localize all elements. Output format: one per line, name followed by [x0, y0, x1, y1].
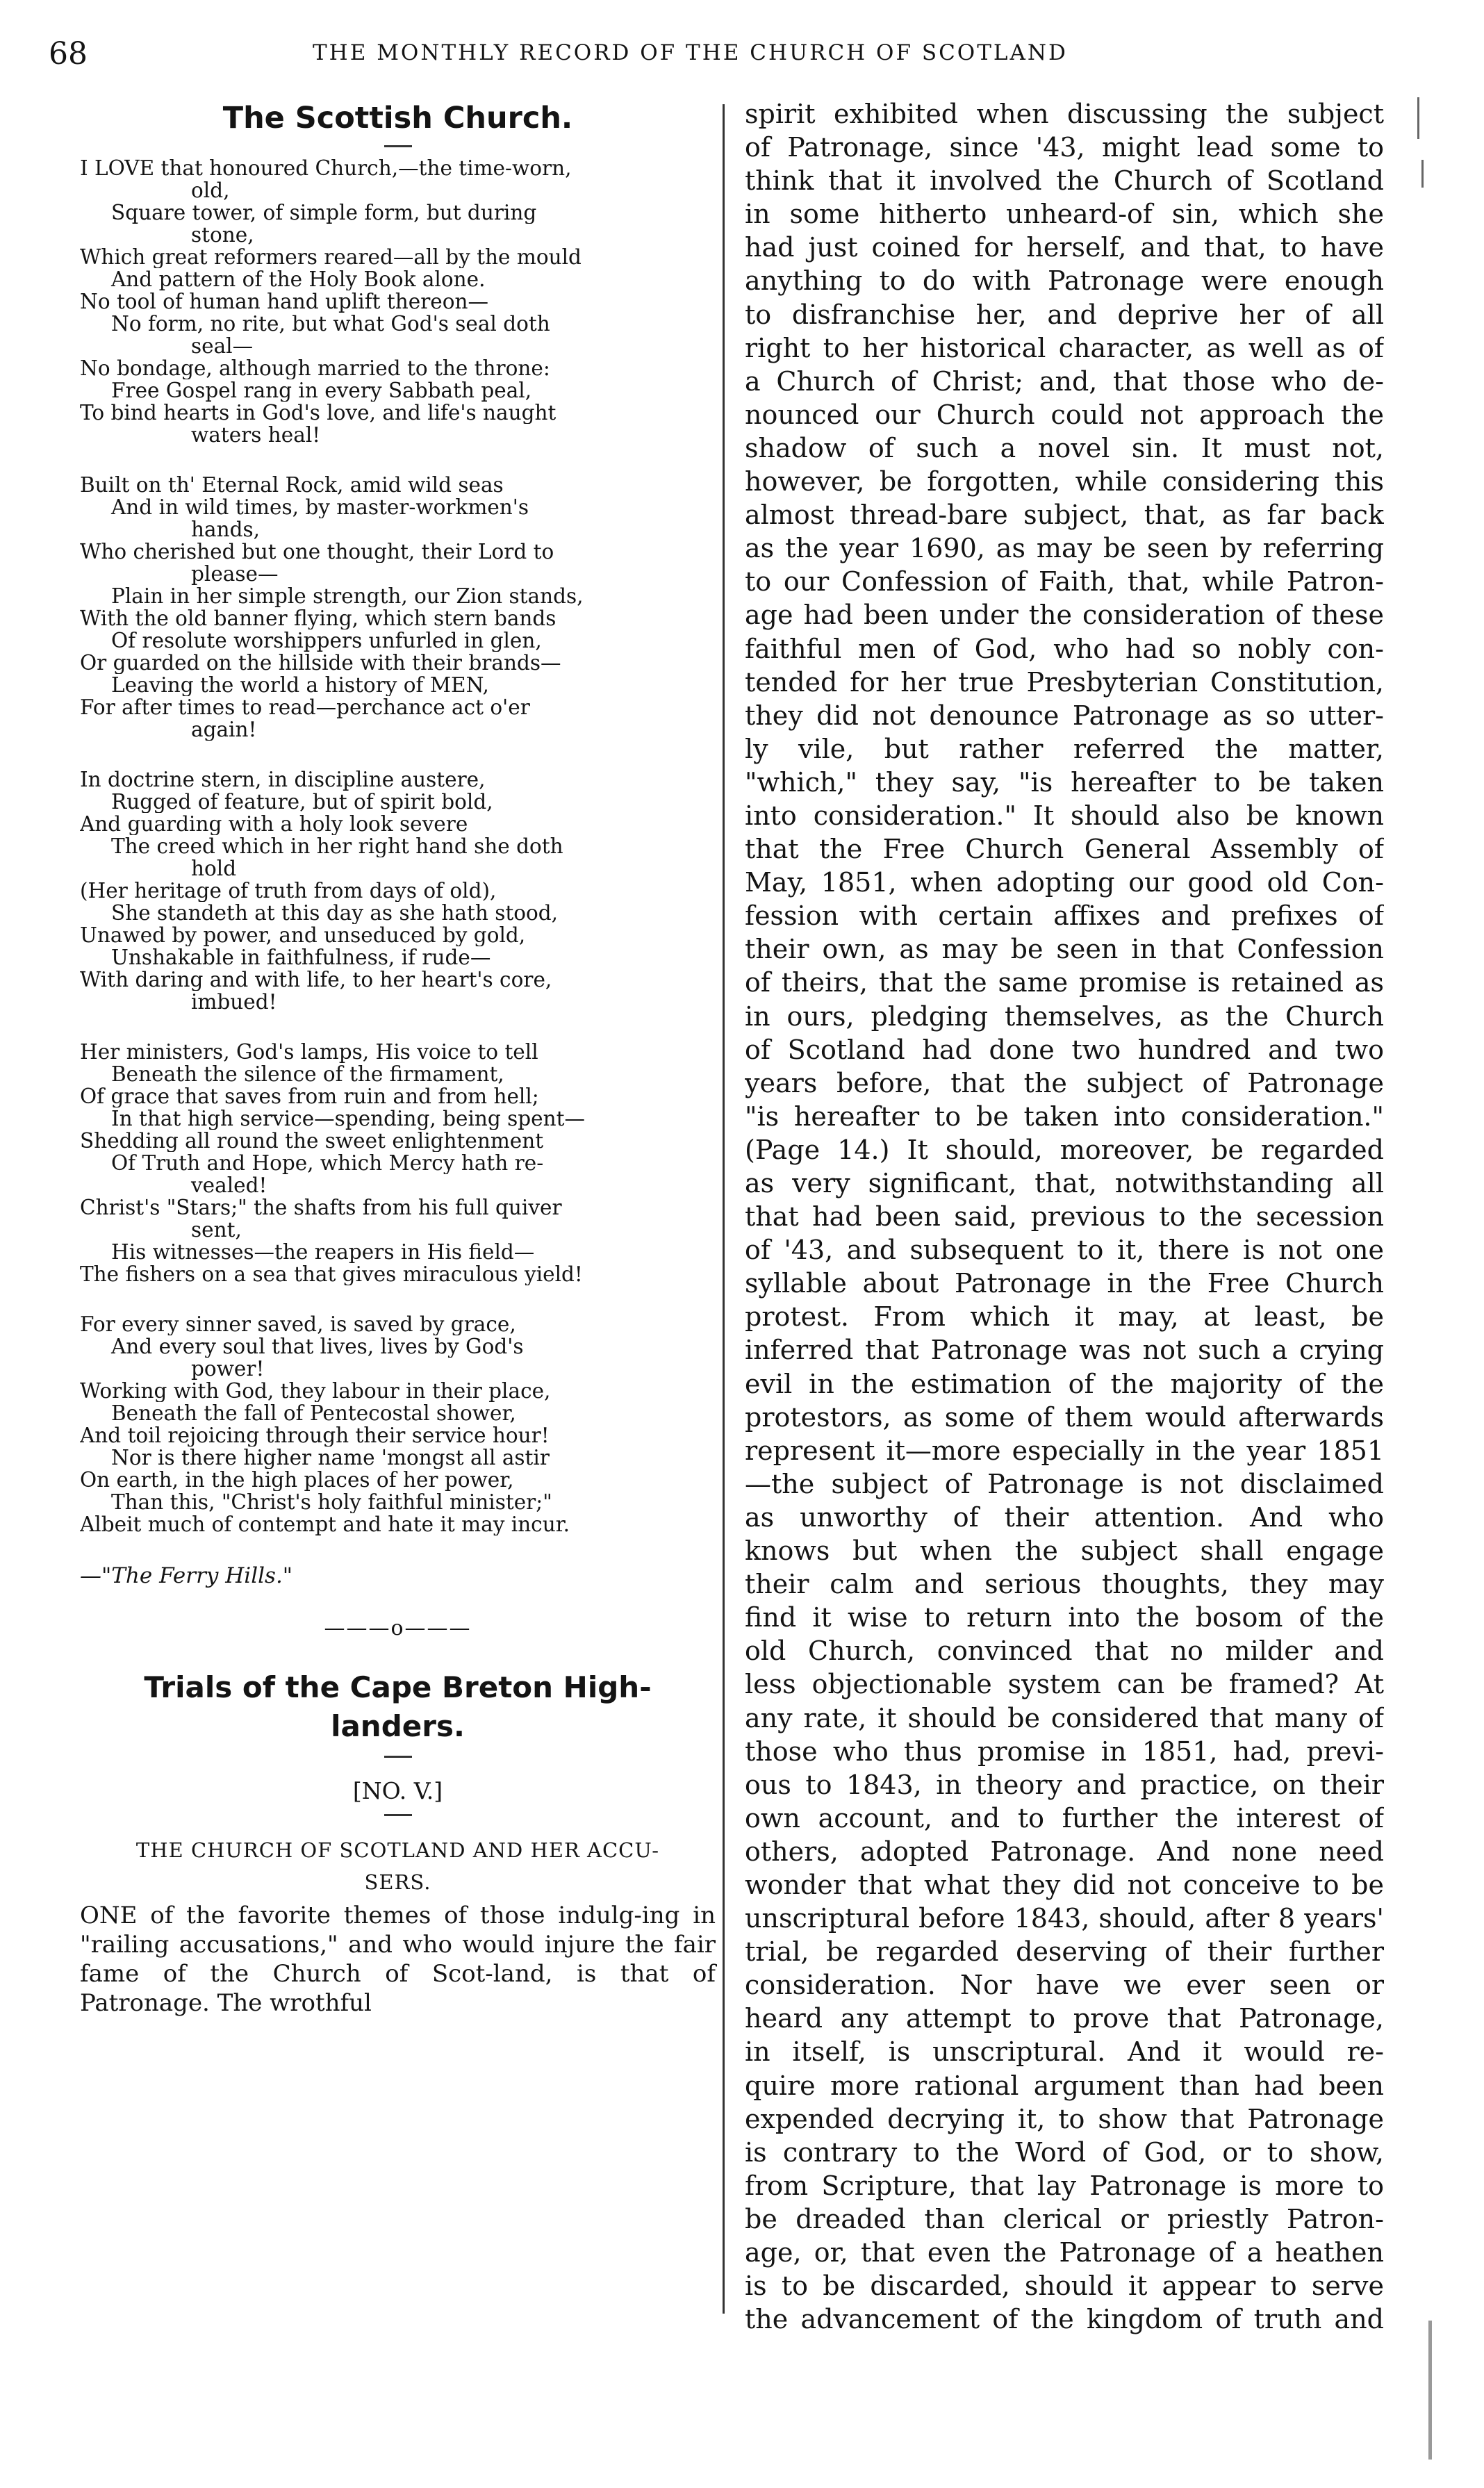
poem-line: And every soul that lives, lives by God's — [111, 1335, 524, 1358]
text-line: they did not denounce Patronage as so utter- — [745, 700, 1384, 731]
text-line: anything to do with Patronage were enough — [745, 265, 1384, 297]
poem-line: Who cherished but one thought, their Lord to — [80, 541, 554, 563]
article-subhead-line-2: SERS. — [364, 1870, 431, 1894]
poem-line: Of grace that saves from ruin and from hell; — [80, 1085, 539, 1107]
poem-line: Than this, "Christ's holy faithful minister;" — [111, 1491, 552, 1513]
text-line: into consideration." It should also be known — [745, 800, 1384, 831]
article-number-rule — [384, 1814, 412, 1816]
text-line: others, adopted Patronage. And none need — [745, 1836, 1384, 1867]
poem-line: No bondage, although married to the throne: — [80, 357, 550, 379]
text-line: shadow of such a novel sin. It must not, — [745, 432, 1384, 463]
poem-stanza — [80, 157, 716, 446]
text-line: syllable about Patronage in the Free Church — [745, 1268, 1384, 1299]
article-number: [NO. V.] — [352, 1777, 443, 1804]
text-line: of Scotland had done two hundred and two — [745, 1034, 1384, 1065]
text-line: spirit exhibited when discussing the subject — [745, 99, 1384, 129]
poem-line: Which great reformers reared—all by the mould — [80, 246, 582, 268]
text-line: "which," they say, "is hereafter to be taken — [745, 766, 1384, 798]
poem-title: The Scottish Church. — [222, 101, 573, 135]
poem-line: She standeth at this day as she hath stood, — [111, 902, 559, 924]
running-head: THE MONTHLY RECORD OF THE CHURCH OF SCOTLAND — [313, 40, 1068, 65]
poem-line: Unshakable in faithfulness, if rude— — [111, 946, 491, 969]
article-subhead-line-1: THE CHURCH OF SCOTLAND AND HER ACCU- — [135, 1838, 660, 1862]
text-line: that had been said, previous to the secession — [745, 1201, 1384, 1233]
text-line: from Scripture, that lay Patronage is more to — [745, 2170, 1384, 2201]
poem-line: Her ministers, God's lamps, His voice to tell — [80, 1041, 538, 1063]
text-line: "is hereafter to be taken into consideration." — [745, 1101, 1384, 1132]
poem-line: To bind hearts in God's love, and life's naught — [80, 402, 556, 424]
poem-line: With daring and with life, to her heart's core, — [80, 969, 552, 991]
poem-line: Of Truth and Hope, which Mercy hath re- — [111, 1152, 544, 1174]
poem-line: Built on th' Eternal Rock, amid wild seas — [80, 474, 504, 496]
poem-stanza — [80, 1313, 716, 1535]
text-line: protest. From which it may, at least, be — [745, 1301, 1384, 1333]
poem-line: His witnesses—the reapers in His field— — [111, 1241, 535, 1263]
text-line: knows but when the subject shall engage — [745, 1535, 1384, 1567]
text-line: in some hitherto unheard-of sin, which she — [745, 199, 1384, 230]
text-line: as the year 1690, as may be seen by referring — [745, 533, 1384, 564]
text-line: wonder that what they did not conceive to be — [745, 1869, 1384, 1900]
text-line: in ours, pledging themselves, as the Church — [745, 1000, 1384, 1032]
text-line: age had been under the consideration of these — [745, 600, 1384, 631]
text-line: is contrary to the Word of God, or to show, — [745, 2136, 1384, 2168]
poem-stanza — [80, 1041, 716, 1285]
text-line: fession with certain affixes and prefixes of — [745, 900, 1384, 932]
poem-line: No form, no rite, but what God's seal doth — [111, 313, 550, 335]
poem-line: vealed! — [191, 1174, 267, 1196]
poem-line: For after times to read—perchance act o'er — [80, 696, 530, 718]
text-line: expended decrying it, to show that Patronage — [745, 2103, 1384, 2134]
poem-line: The creed which in her right hand she doth — [111, 835, 563, 857]
poem-line: With the old banner flying, which stern bands — [80, 607, 556, 629]
poem-line: And pattern of the Holy Book alone. — [111, 268, 486, 290]
section-ornament: ———o——— — [324, 1616, 472, 1640]
text-line: (Page 14.) It should, moreover, be regarded — [745, 1134, 1384, 1165]
poem-line: Rugged of feature, but of spirit bold, — [111, 791, 493, 813]
title-rule — [384, 145, 412, 147]
poem-line: On earth, in the high places of her power, — [80, 1469, 514, 1491]
page-number: 68 — [49, 36, 88, 72]
text-line: tended for her true Presbyterian Constitution, — [745, 666, 1384, 698]
text-line: any rate, it should be considered that many of — [745, 1702, 1384, 1733]
right-column — [745, 97, 1384, 2336]
text-line: represent it—more especially in the year 1851 — [745, 1435, 1384, 1466]
poem-line: And guarding with a holy look severe — [80, 813, 468, 835]
poem-line: waters heal! — [191, 424, 321, 446]
text-line: their calm and serious thoughts, they may — [745, 1569, 1384, 1600]
poem-attribution: —"The Ferry Hills." — [80, 1563, 293, 1588]
poem-line: please— — [191, 563, 279, 585]
text-line: right to her historical character, as well as of — [745, 332, 1384, 363]
poem-line: power! — [191, 1358, 265, 1380]
text-line: of theirs, that the same promise is retained as — [745, 967, 1384, 998]
poem-line: Leaving the world a history of MEN, — [111, 674, 489, 696]
text-line: unscriptural before 1843, should, after 8 years' — [745, 1903, 1384, 1934]
poem-line: No tool of human hand uplift thereon— — [80, 290, 489, 313]
poem-line: hold — [191, 857, 237, 880]
text-line: nounced our Church could not approach the — [745, 399, 1384, 430]
poem-line: (Her heritage of truth from days of old), — [80, 880, 497, 902]
text-line: heard any attempt to prove that Patronage, — [745, 2003, 1384, 2034]
text-line: find it wise to return into the bosom of the — [745, 1602, 1384, 1633]
text-line: years before, that the subject of Patronage — [745, 1067, 1384, 1098]
poem-line: old, — [191, 179, 230, 201]
text-line: to disfranchise her, and deprive her of all — [745, 299, 1384, 330]
poem-line: Plain in her simple strength, our Zion stands, — [111, 585, 584, 607]
text-line: to our Confession of Faith, that, while Patron- — [745, 566, 1384, 598]
poem-line: The fishers on a sea that gives miraculous yield! — [80, 1263, 583, 1285]
text-line: be dreaded than clerical or priestly Patron- — [745, 2203, 1384, 2234]
article-title-line-1: Trials of the Cape Breton High- — [144, 1670, 652, 1704]
poem-line: seal— — [191, 335, 254, 357]
text-line: old Church, convinced that no milder and — [745, 1636, 1384, 1667]
article-opening-paragraph: ONE of the favorite themes of those indulg-ing in "railing accusations," and who would injure the fair fame of the Church of Scot-land, is that of Patronage. The wrothful — [80, 1902, 716, 2017]
text-line: however, be forgotten, while considering this — [745, 466, 1384, 497]
poem-line: Free Gospel rang in every Sabbath peal, — [111, 379, 532, 402]
poem-line: again! — [191, 718, 257, 741]
text-line: protestors, as some of them would afterwards — [745, 1401, 1384, 1433]
poem-line: Or guarded on the hillside with their brands— — [80, 652, 561, 674]
poem-stanza — [80, 474, 716, 741]
text-line: May, 1851, when adopting our good old Con- — [745, 867, 1384, 898]
text-line: a Church of Christ; and, that those who de- — [745, 365, 1384, 397]
article-title-rule — [384, 1756, 412, 1758]
text-line: less objectionable system can be framed? At — [745, 1669, 1384, 1700]
poem-line: Working with God, they labour in their place, — [80, 1380, 551, 1402]
text-line: the advancement of the kingdom of truth and — [745, 2304, 1384, 2335]
poem-line: Nor is there higher name 'mongst all astir — [111, 1447, 550, 1469]
poem-stanza — [80, 768, 716, 1013]
text-line: those who thus promise in 1851, had, previ- — [745, 1736, 1384, 1767]
text-line: that the Free Church General Assembly of — [745, 834, 1384, 865]
poem-body — [80, 157, 716, 1535]
text-line: ly vile, but rather referred the matter, — [745, 733, 1384, 764]
poem-line: Unawed by power, and unseduced by gold, — [80, 924, 526, 946]
text-line: quire more rational argument than had been — [745, 2070, 1384, 2101]
text-line: consideration. Nor have we ever seen or — [745, 1970, 1384, 2001]
text-line: as unworthy of their attention. And who — [745, 1501, 1384, 1533]
page-header — [49, 36, 1383, 78]
poem-line: Christ's "Stars;" the shafts from his full quiver — [80, 1196, 562, 1219]
text-line: almost thread-bare subject, that, as far back — [745, 500, 1384, 531]
text-line: think that it involved the Church of Scotland — [745, 165, 1384, 197]
text-line: age, or, that even the Patronage of a heathen — [745, 2237, 1384, 2268]
poem-line: I LOVE that honoured Church,—the time-worn, — [80, 157, 572, 179]
column-divider — [723, 104, 725, 2314]
poem-line: In doctrine stern, in discipline austere, — [80, 768, 486, 791]
article-title-line-2: landers. — [331, 1709, 465, 1743]
text-line: of '43, and subsequent to it, there is not one — [745, 1235, 1384, 1266]
poem-line: imbued! — [191, 991, 277, 1013]
text-line: ous to 1843, in theory and practice, on their — [745, 1769, 1384, 1800]
poem-line: In that high service—spending, being spent— — [111, 1107, 585, 1130]
text-line: had just coined for herself, and that, to have — [745, 232, 1384, 263]
text-line: evil in the estimation of the majority of the — [745, 1368, 1384, 1399]
text-line: faithful men of God, who had so nobly con- — [745, 633, 1384, 664]
text-line: of Patronage, since '43, might lead some to — [745, 132, 1384, 163]
poem-line: Beneath the silence of the firmament, — [111, 1063, 504, 1085]
page-edge-marks — [1415, 97, 1456, 2487]
text-line: in itself, is unscriptural. And it would re- — [745, 2036, 1384, 2068]
poem-line: hands, — [191, 518, 260, 541]
text-line: inferred that Patronage was not such a crying — [745, 1335, 1384, 1366]
text-line: their own, as may be seen in that Confession — [745, 934, 1384, 965]
poem-line: Shedding all round the sweet enlightenment — [80, 1130, 544, 1152]
text-line: is to be discarded, should it appear to serve — [745, 2271, 1384, 2302]
left-column — [80, 101, 716, 2018]
text-line: —the subject of Patronage is not disclaimed — [745, 1468, 1384, 1499]
poem-line: For every sinner saved, is saved by grace, — [80, 1313, 516, 1335]
poem-line: Of resolute worshippers unfurled in glen, — [111, 629, 542, 652]
poem-line: stone, — [191, 224, 254, 246]
poem-line: sent, — [191, 1219, 242, 1241]
poem-line: Square tower, of simple form, but during — [111, 201, 537, 224]
text-line: as very significant, that, notwithstanding all — [745, 1168, 1384, 1198]
poem-line: And in wild times, by master-workmen's — [111, 496, 529, 518]
poem-line: Beneath the fall of Pentecostal shower, — [111, 1402, 516, 1424]
text-line: trial, be regarded deserving of their further — [745, 1936, 1384, 1968]
poem-line: And toil rejoicing through their service hour! — [80, 1424, 550, 1447]
text-line: own account, and to further the interest of — [745, 1802, 1384, 1834]
poem-line: Albeit much of contempt and hate it may incur. — [80, 1513, 570, 1535]
